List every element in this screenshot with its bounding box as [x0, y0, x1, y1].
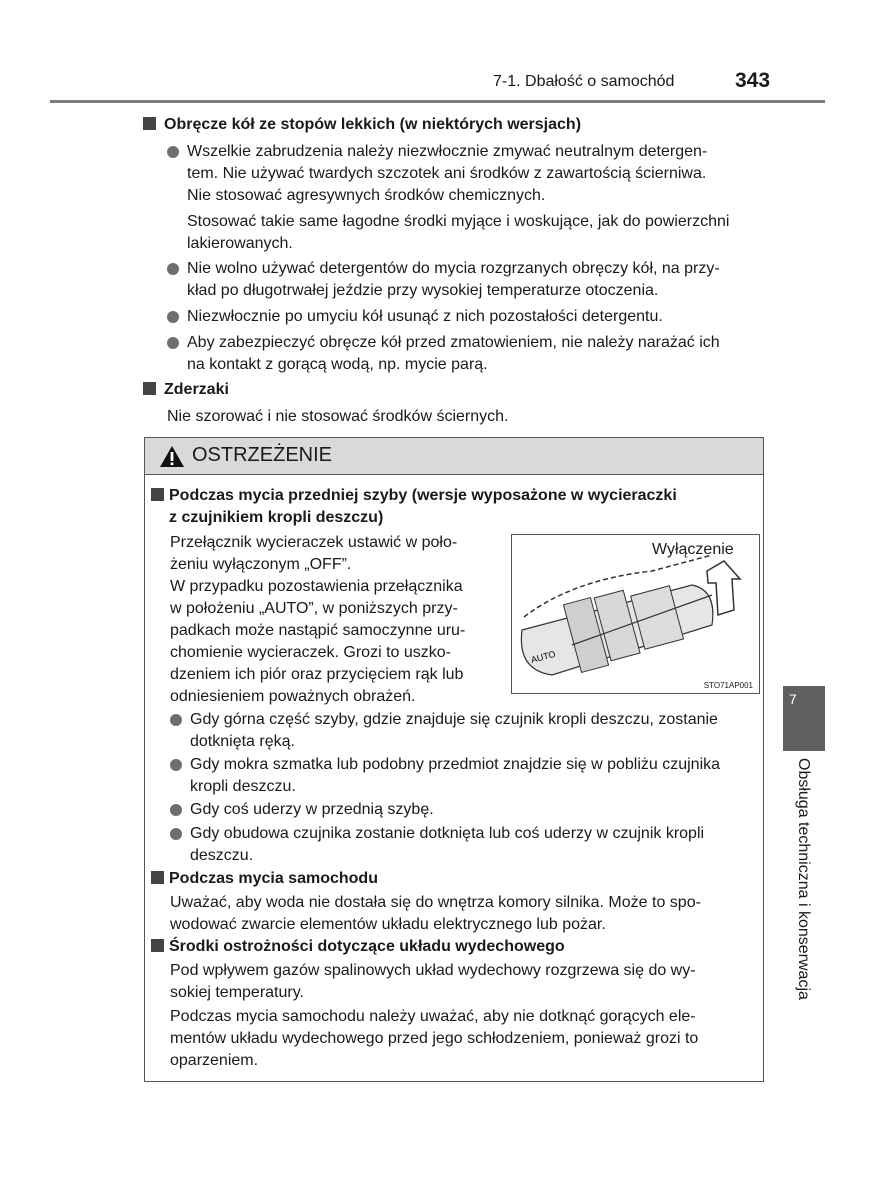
- figure-label: Wyłączenie: [652, 541, 734, 558]
- chapter-number: 7: [789, 691, 797, 707]
- circle-bullet-icon: [167, 263, 179, 275]
- car-wash-text: Uważać, aby woda nie dostała się do wnętrza komory silnika. Może to spo- wodować zwarcie elementów układu elektrycznego lub pożar.: [170, 894, 701, 933]
- chapter-title: Obsługa techniczna i konserwacja: [795, 758, 812, 1000]
- rims-bullet-1: Wszelkie zabrudzenia należy niezwłocznie zmywać neutralnym detergen- tem. Nie używać twardych szczotek ani środków z zawartością ścierniwa. Nie stosować agresywnych środków chemicznych.: [167, 141, 707, 207]
- circle-bullet-icon: [167, 337, 179, 349]
- exhaust-text: Pod wpływem gazów spalinowych układ wydechowy rozgrzewa się do wy- sokiej temperatury.: [170, 962, 696, 1001]
- square-bullet-icon: [143, 382, 156, 395]
- square-bullet-icon: [151, 488, 164, 501]
- section-title: 7-1. Dbałość o samochód: [493, 73, 675, 90]
- windshield-text: Przełącznik wycieraczek ustawić w poło- żeniu wyłączonym „OFF”. W przypadku pozostawienia przełącznika w położeniu „AUTO”, w poniższych przy- padkach może nastąpić samoczynne uru- chomienie wycieraczek. Grozi to uszko- dzeniem ich piór oraz przycięciem rąk lub odniesieniem poważnych obrażeń.: [170, 534, 466, 705]
- windshield-heading: Podczas mycia przedniej szyby (wersje wyposażone w wycieraczki z czujnikiem kropli deszczu): [151, 485, 677, 529]
- square-bullet-icon: [143, 117, 156, 130]
- wiper-lever-illustration: [512, 535, 759, 693]
- rims-bullet-3: Niezwłocznie po umyciu kół usunąć z nich pozostałości detergentu.: [167, 306, 663, 328]
- circle-bullet-icon: [167, 311, 179, 323]
- warning-title: OSTRZEŻENIE: [192, 444, 333, 466]
- circle-bullet-icon: [170, 714, 182, 726]
- exhaust-heading: Środki ostrożności dotyczące układu wydechowego: [151, 936, 565, 958]
- page-number: 343: [735, 69, 771, 92]
- sensor-bullet-2: Gdy mokra szmatka lub podobny przedmiot znajdzie się w pobliżu czujnika kropli deszczu.: [170, 754, 720, 798]
- rims-bullet-2: Nie wolno używać detergentów do mycia rozgrzanych obręczy kół, na przy- kład po długotrwałej jeździe przy wysokiej temperaturze otoczenia.: [167, 258, 720, 302]
- header-divider: [50, 100, 825, 103]
- exhaust-text-2: Podczas mycia samochodu należy uważać, aby nie dotknąć gorących ele- mentów układu wydechowego przed jego schłodzeniem, ponieważ grozi to oparzeniem.: [170, 1008, 699, 1069]
- bumpers-heading: Zderzaki: [143, 381, 229, 399]
- warning-header: [145, 438, 763, 475]
- circle-bullet-icon: [170, 828, 182, 840]
- bumpers-text: Nie szorować i nie stosować środków ściernych.: [167, 408, 509, 425]
- square-bullet-icon: [151, 871, 164, 884]
- square-bullet-icon: [151, 939, 164, 952]
- circle-bullet-icon: [170, 804, 182, 816]
- rims-heading: Obręcze kół ze stopów lekkich (w niektórych wersjach): [143, 116, 581, 134]
- sensor-bullet-3: Gdy coś uderzy w przednią szybę.: [170, 799, 434, 821]
- rims-bullet-1-note: Stosować takie same łagodne środki myjące i woskujące, jak do powierzchni lakierowanych.: [187, 213, 730, 252]
- rims-bullet-4: Aby zabezpieczyć obręcze kół przed zmatowieniem, nie należy narażać ich na kontakt z gorącą wodą, np. mycie parą.: [167, 332, 720, 376]
- figure-code: STO71AP001: [703, 681, 753, 690]
- sensor-bullet-1: Gdy górna część szyby, gdzie znajduje się czujnik kropli deszczu, zostanie dotknięta ręką.: [170, 709, 718, 753]
- circle-bullet-icon: [170, 759, 182, 771]
- chapter-tab: [783, 686, 825, 751]
- auto-label: AUTO: [529, 648, 557, 665]
- circle-bullet-icon: [167, 146, 179, 158]
- sensor-bullet-4: Gdy obudowa czujnika zostanie dotknięta lub coś uderzy w czujnik kropli deszczu.: [170, 823, 704, 867]
- warning-triangle-icon: [159, 445, 185, 468]
- wiper-switch-figure: [511, 534, 760, 694]
- car-wash-heading: Podczas mycia samochodu: [151, 868, 378, 890]
